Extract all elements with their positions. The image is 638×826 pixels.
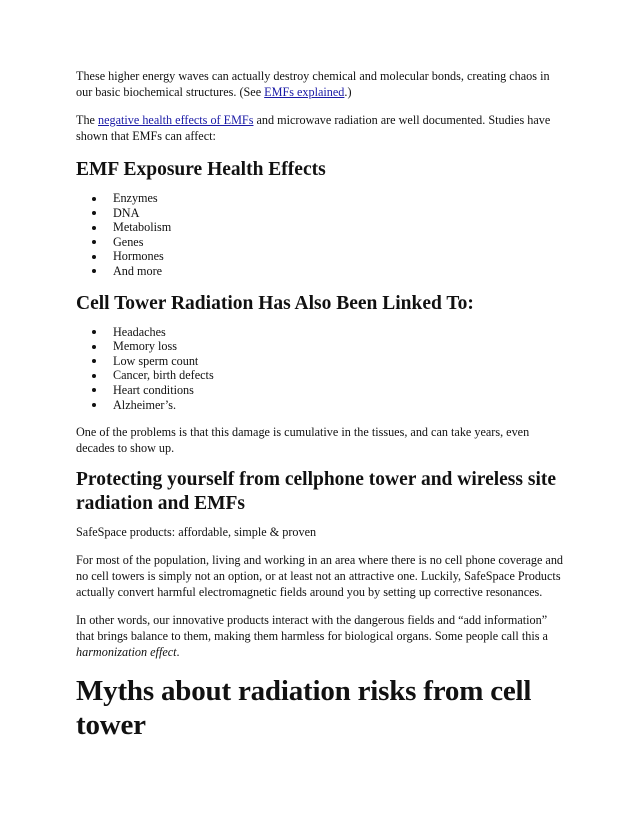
harmonization-text: In other words, our innovative products interact with the dangerous fields and “add information” that brings balance to them, making them harmless for biological organs. Some people call this a	[76, 613, 548, 644]
linked-conditions-list	[76, 325, 566, 413]
heading-cell-tower-linked: Cell Tower Radiation Has Also Been Linked To:	[76, 292, 474, 314]
bullet-icon	[92, 211, 96, 215]
harmonization-text-end: .	[176, 645, 180, 660]
coverage-paragraph: For most of the population, living and working in an area where there is no cell phone coverage and no cell towers is simply not an option, or at least not an attractive one. Luckily, SafeSpace Products actually convert harmful electromagnetic fields around you by setting up corrective resonances.	[76, 553, 564, 600]
bullet-icon	[92, 388, 96, 392]
intro-text-end: .)	[344, 85, 352, 99]
list-item: Metabolism	[76, 220, 566, 235]
list-item: Headaches	[76, 325, 566, 340]
products-tagline: SafeSpace products: affordable, simple & proven	[76, 525, 317, 540]
harmonization-effect-term: harmonization effect	[76, 645, 177, 660]
list-item: Low sperm count	[76, 354, 566, 369]
bullet-icon	[92, 240, 96, 244]
list-item: Enzymes	[76, 191, 566, 206]
harmonization-paragraph	[76, 612, 566, 660]
cumulative-damage-paragraph: One of the problems is that this damage is cumulative in the tissues, and can take years, even decades to show up.	[76, 425, 530, 456]
intro-text: These higher energy waves can actually destroy chemical and molecular bonds, creating chaos in our basic biochemical structures. (See	[76, 69, 550, 99]
bullet-icon	[92, 374, 96, 378]
effects-paragraph	[76, 112, 566, 144]
list-item: Memory loss	[76, 339, 566, 354]
list-item: Hormones	[76, 249, 566, 264]
bullet-icon	[92, 197, 96, 201]
emfs-explained-link[interactable]: EMFs explained	[264, 85, 345, 99]
list-item: Genes	[76, 235, 566, 250]
list-item: DNA	[76, 206, 566, 221]
bullet-icon	[92, 359, 96, 363]
bullet-icon	[92, 255, 96, 259]
list-item: Heart conditions	[76, 383, 566, 398]
bullet-icon	[92, 403, 96, 407]
effects-text-end: and microwave radiation are well documented. Studies have shown that EMFs can affect:	[76, 113, 551, 143]
bullet-icon	[92, 226, 96, 230]
bullet-icon	[92, 330, 96, 334]
effects-text-start: The	[76, 113, 98, 127]
list-item: Cancer, birth defects	[76, 368, 566, 383]
list-item: Alzheimer’s.	[76, 398, 566, 413]
bullet-icon	[92, 345, 96, 349]
intro-paragraph	[76, 68, 566, 100]
heading-myths: Myths about radiation risks from cell tower	[76, 675, 532, 742]
health-effects-link[interactable]: negative health effects of EMFs	[98, 113, 254, 127]
bullet-icon	[92, 269, 96, 273]
list-item: And more	[76, 264, 566, 279]
document-page	[76, 68, 566, 742]
heading-emf-effects: EMF Exposure Health Effects	[76, 159, 326, 180]
heading-protecting-yourself: Protecting yourself from cellphone tower and wireless site radiation and EMFs	[76, 469, 557, 515]
health-effects-list	[76, 191, 566, 279]
